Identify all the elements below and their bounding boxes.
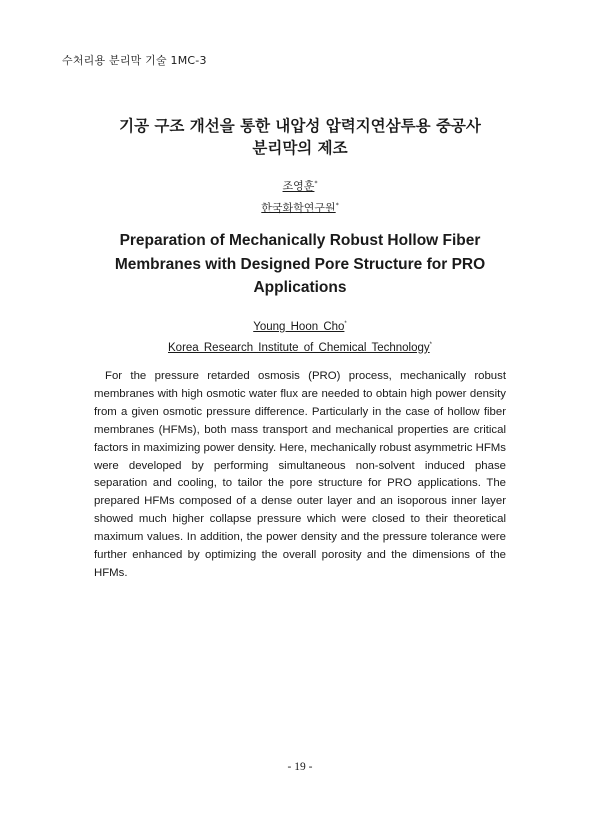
- page-number: - 19 -: [287, 761, 313, 773]
- english-title: [60, 229, 540, 300]
- english-author-marker: *: [344, 321, 347, 327]
- korean-title-line-1: 기공 구조 개선을 통한 내압성 압력지연삼투용 중공사: [119, 117, 481, 135]
- english-title-line-1: Preparation of Mechanically Robust Hollow Fiber: [119, 232, 481, 249]
- korean-author: 조영훈: [282, 179, 315, 193]
- korean-title: [0, 115, 600, 159]
- abstract-paragraph: For the pressure retarded osmosis (PRO) process, mechanically robust membranes with high osmotic water flux are needed to obtain high power density from a given osmotic pressure difference. Particularly in the case of hollow fiber membranes (HFMs), both mass transport and mechanical properties are critical factors in maximizing power density. Here, mechanically robust asymmetric HFMs were developed by performing simultaneous non-solvent induced phase separation and cooling, to tailor the pore structure for PRO applications. The prepared HFMs composed of a dense outer layer and an isoporous inner layer showed much higher collapse pressure which were closed to their theoretical maximum values. In addition, the power density and the pressure tolerance were further enhanced by optimizing the overall porosity and the dimensions of the HFMs.: [94, 370, 506, 579]
- korean-author-block: [0, 174, 600, 217]
- korean-affiliation: 한국화학연구원: [261, 201, 336, 215]
- english-affiliation: Korea Research Institute of Chemical Technology: [168, 341, 430, 354]
- english-author-block: [0, 315, 600, 357]
- english-affiliation-marker: *: [429, 341, 432, 348]
- korean-title-line-2: 분리막의 제조: [252, 139, 348, 157]
- english-author: Young Hoon Cho: [253, 320, 345, 333]
- english-title-line-3: Applications: [253, 279, 347, 296]
- running-head: 수처리용 분리막 기술 1MC-3: [62, 54, 207, 67]
- korean-affiliation-marker: *: [335, 201, 339, 209]
- english-title-line-2: Membranes with Designed Pore Structure for PRO: [114, 255, 486, 273]
- korean-author-marker: *: [314, 180, 318, 187]
